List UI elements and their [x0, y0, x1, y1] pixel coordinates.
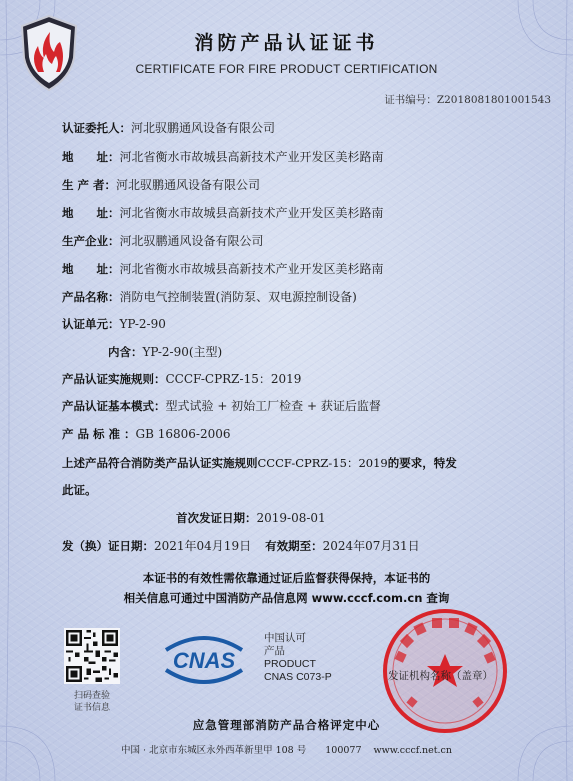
field-label: 认证单元： — [62, 317, 120, 331]
accreditation-info — [264, 632, 332, 684]
issuing-center-name: 应急管理部消防产品合格评定中心 — [192, 718, 381, 732]
field-includes — [108, 344, 222, 360]
issuing-center-address — [0, 742, 573, 756]
field-manufacturer-address — [62, 205, 384, 221]
field-value: YP-2-90(主型) — [142, 345, 223, 359]
accreditation-line: PRODUCT — [264, 658, 316, 670]
field-applicant-address — [62, 149, 384, 165]
first-issue-label: 首次发证日期： — [176, 511, 257, 525]
field-factory-address — [62, 261, 384, 277]
field-value: GB 16806-2006 — [135, 427, 231, 441]
certificate-number-label: 证书编号： — [384, 94, 437, 106]
first-issue-date — [176, 510, 326, 526]
first-issue-value: 2019-08-01 — [256, 511, 326, 525]
issuing-body-label: 发证机构名称（盖章） — [388, 670, 493, 682]
statement-text-end: 的要求，特发 — [387, 456, 457, 470]
field-value: 河北省衡水市故城县高新技术产业开发区美杉路南 — [119, 206, 384, 220]
field-value: 型式试验 + 初始工厂检查 + 获证后监督 — [165, 399, 381, 413]
field-value: 消防电气控制装置(消防泵、双电源控制设备) — [119, 290, 357, 304]
field-label: 认证委托人： — [62, 121, 131, 135]
accreditation-line: 产品 — [264, 645, 285, 657]
field-label: 地 址： — [62, 150, 120, 164]
certificate-number-value: Z2018081801001543 — [436, 94, 551, 106]
validity-notice-line2: 相关信息可通过中国消防产品信息网 www.cccf.com.cn 查询 — [123, 591, 450, 605]
field-label: 生 产 者： — [62, 178, 117, 192]
cnas-logo-icon — [158, 628, 250, 692]
accreditation-line: 中国认可 — [264, 632, 306, 644]
field-label: 地 址： — [62, 206, 120, 220]
field-certification-mode — [62, 398, 381, 414]
qr-caption-line2: 证书信息 — [73, 703, 110, 713]
field-factory — [62, 233, 264, 249]
field-product-standard — [62, 426, 231, 442]
statement-rule: CCCF-CPRZ-15：2019 — [257, 456, 388, 470]
field-applicant — [62, 120, 275, 136]
field-label: 产品认证基本模式： — [62, 399, 166, 413]
qr-caption-line1: 扫码查验 — [73, 691, 110, 701]
website-link[interactable]: www.cccf.net.cn — [373, 745, 452, 756]
valid-until-value: 2024年07月31日 — [322, 539, 420, 553]
field-product-name — [62, 289, 357, 305]
statement-closing: 此证。 — [62, 483, 97, 497]
certificate-title-english: CERTIFICATE FOR FIRE PRODUCT CERTIFICATION — [135, 62, 438, 76]
field-value: 河北驭鹏通风设备有限公司 — [119, 234, 264, 248]
reissue-label: 发（换）证日期： — [62, 539, 154, 553]
statement-text: 上述产品符合消防类产品认证实施规则 — [62, 456, 258, 470]
field-label: 产品认证实施规则： — [62, 372, 166, 386]
certificate-number — [384, 92, 551, 107]
validity-notice-line1: 本证书的有效性需依靠通过证后监督获得保持，本证书的 — [142, 571, 431, 585]
cnas-logo-text: CNAS — [172, 648, 236, 673]
conformity-statement — [62, 450, 517, 504]
field-value: 河北省衡水市故城县高新技术产业开发区美杉路南 — [119, 150, 384, 164]
field-value: 河北驭鹏通风设备有限公司 — [116, 178, 261, 192]
address-text: 中国 · 北京市东城区永外西革新里甲 108 号 100077 — [121, 745, 362, 756]
field-manufacturer — [62, 177, 260, 193]
accreditation-line: CNAS C073-P — [264, 671, 332, 683]
verification-qr-code[interactable] — [64, 628, 120, 684]
reissue-value: 2021年04月19日 — [154, 539, 252, 553]
field-label: 产 品 标 准 ： — [62, 427, 136, 441]
field-value: 河北省衡水市故城县高新技术产业开发区美杉路南 — [119, 262, 384, 276]
field-value: 河北驭鹏通风设备有限公司 — [131, 121, 276, 135]
field-value: CCCF-CPRZ-15：2019 — [165, 372, 302, 386]
issue-validity-dates — [62, 538, 420, 554]
field-label: 产品名称： — [62, 290, 120, 304]
valid-until-label: 有效期至： — [265, 539, 323, 553]
field-label: 生产企业： — [62, 234, 120, 248]
field-label: 内含： — [108, 345, 143, 359]
field-label: 地 址： — [62, 262, 120, 276]
field-certification-unit — [62, 316, 166, 332]
field-implementation-rule — [62, 371, 301, 387]
field-value: YP-2-90 — [119, 317, 166, 331]
certificate-title: 消防产品认证证书 — [194, 32, 379, 54]
